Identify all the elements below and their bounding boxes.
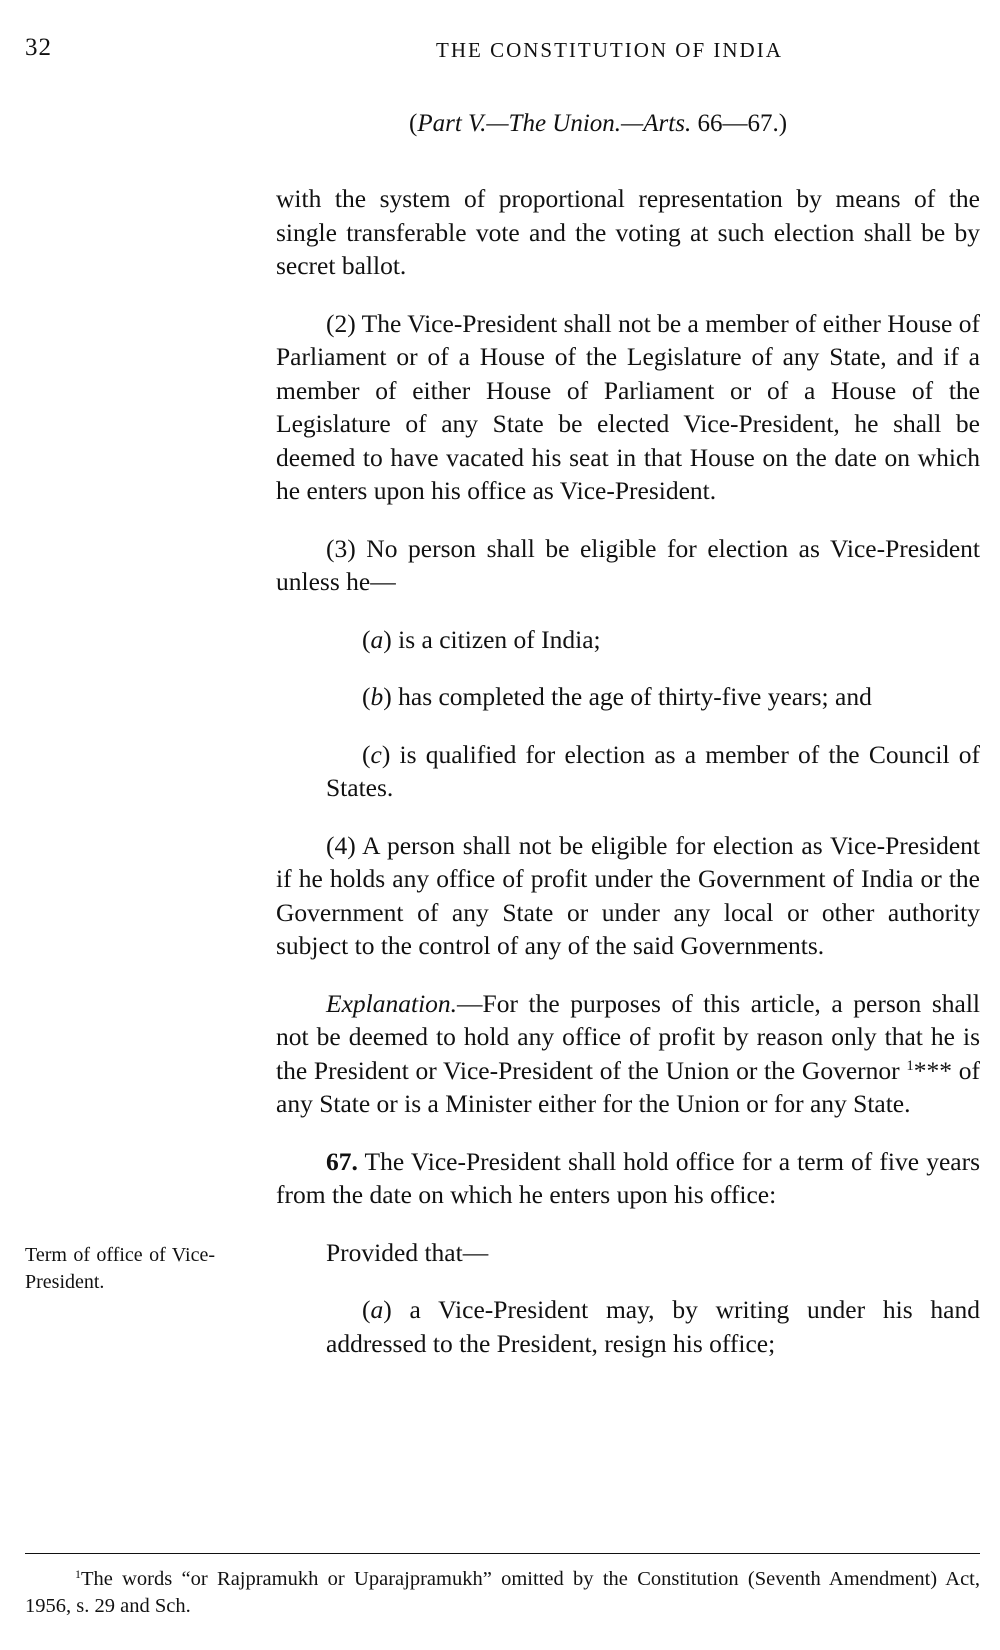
part-heading: [409, 110, 787, 138]
part-heading-title: Part V.—The Union.—Arts.: [417, 110, 692, 137]
clause-4: (4) A person shall not be eligible for election as Vice-President if he holds any office of profit under the Government of India or the Government of any State or under any local or other authority subject to the control of any of the said Governments.: [276, 830, 980, 960]
part-heading-open: (: [409, 110, 418, 137]
part-heading-range: 66—67.): [691, 110, 788, 137]
marginal-note: Term of office of Vice-President.: [25, 1244, 215, 1293]
footnote-divider: [25, 1553, 980, 1554]
sub-clause-a: (a) is a citizen of India;: [362, 624, 601, 654]
page-number: 32: [25, 34, 52, 61]
running-title: THE CONSTITUTION OF INDIA: [436, 38, 783, 62]
clause-2: (2) The Vice-President shall not be a member of either House of Parliament or of a House of the Legislature of any State, and if a member of either House of Parliament or of a House of the Legislature of any State be elected Vice-President, he shall be deemed to have vacated his seat in that House on the date on which he enters upon his office as Vice-President.: [276, 308, 980, 505]
article-body: [276, 182, 980, 1360]
proviso-clause-a: (a) a Vice-President may, by writing under his hand addressed to the President, resign his office;: [326, 1295, 980, 1358]
footnote-text: $^1$The words “or Rajpramukh or Uparajpramukh” omitted by the Constitution (Seventh Amendment) Act, 1956, s. 29 and Sch.: [25, 1566, 980, 1617]
footnote-reference: 1: [906, 1057, 914, 1074]
proviso: Provided that—: [326, 1237, 489, 1267]
explanation: Explanation.—For the purposes of this article, a person shall not be deemed to hold any office of profit by reason only that he is the President or Vice-President of the Union or the Governor $^1$*** of any State or is a Minister either for the Union or for any State.: [276, 988, 981, 1118]
article-67: 67. The Vice-President shall hold office for a term of five years from the date on which he enters upon his office:: [276, 1146, 980, 1209]
omission-stars: ***: [913, 1055, 953, 1085]
sub-clause-c: (c) is qualified for election as a member of the Council of States.: [326, 739, 980, 802]
clause-3: (3) No person shall be eligible for election as Vice-President unless he—: [276, 533, 980, 596]
explanation-label: Explanation.: [326, 988, 458, 1018]
footnote: [25, 1566, 980, 1620]
article-number: 67.: [326, 1146, 358, 1176]
footnote-marker: 1: [75, 1566, 81, 1581]
sub-clause-b: (b) has completed the age of thirty-five years; and: [362, 682, 872, 711]
continued-paragraph: with the system of proportional representation by means of the single transferable vote and the voting at such election shall be by secret ballot.: [276, 184, 980, 280]
